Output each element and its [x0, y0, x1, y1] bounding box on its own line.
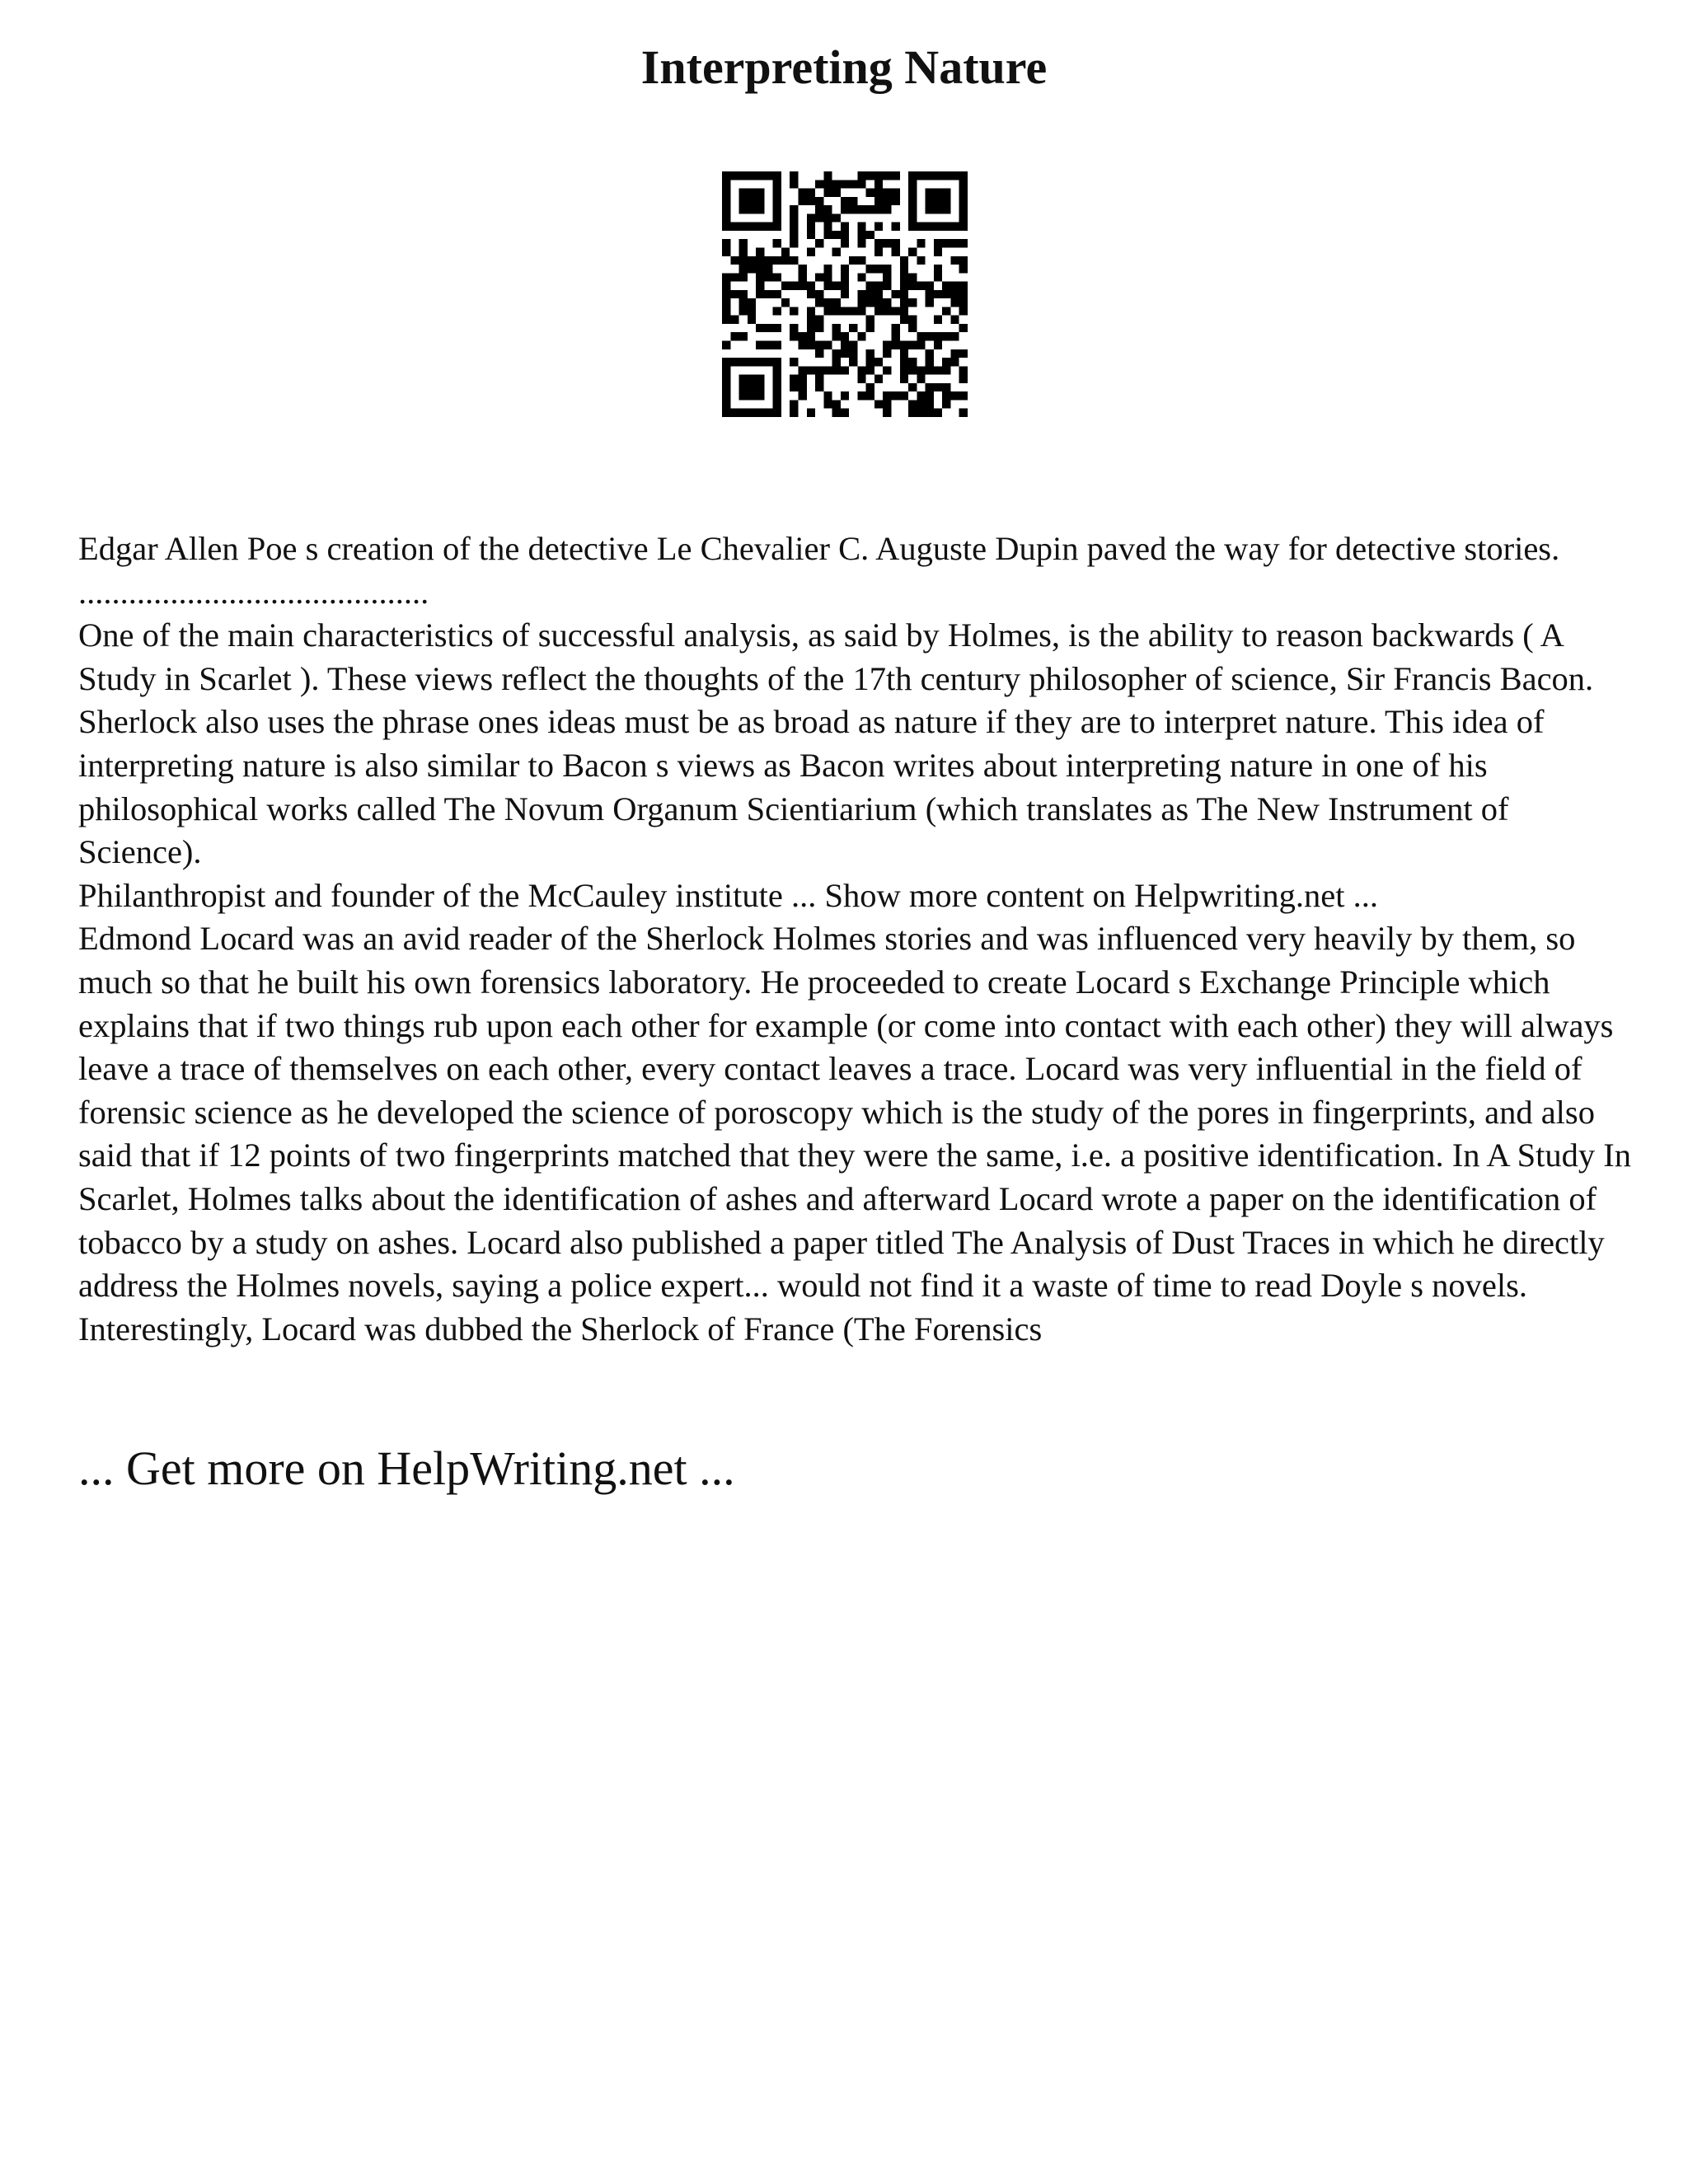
qr-code-icon [722, 171, 968, 417]
article-body [78, 527, 1636, 1351]
get-more-link[interactable]: ... Get more on HelpWriting.net ... [78, 1441, 735, 1495]
paragraph: Edmond Locard was an avid reader of the Sherlock Holmes stories and was influenced very heavily by them, so much so that he built his own forensics laboratory. He proceeded to create Locard s Exchange Principle which explains that if two things rub upon each other for example (or come into contact with each other) they will always leave a trace of themselves on each other, every contact leaves a trace. Locard was very influential in the field of forensic science as he developed the science of poroscopy which is the study of the pores in fingerprints, and also said that if 12 points of two fingerprints matched that they were the same, i.e. a positive identification. In A Study In Scarlet, Holmes talks about the identification of ashes and afterward Locard wrote a paper on the identification of tobacco by a study on ashes. Locard also published a paper titled The Analysis of Dust Traces in which he directly address the Holmes novels, saying a police expert... would not find it a waste of time to read Doyle s novels. Interestingly, Locard was dubbed the Sherlock of France (The Forensics [78, 920, 1631, 1347]
paragraph: Philanthropist and founder of the McCauley institute ... Show more content on Helpwriting.net ... [78, 876, 1378, 914]
paragraph: One of the main characteristics of successful analysis, as said by Holmes, is the ability to reason backwards ( A Study in Scarlet ). These views reflect the thoughts of the 17th century philosopher of science, Sir Francis Bacon. Sherlock also uses the phrase ones ideas must be as broad as nature if they are to interpret nature. This idea of interpreting nature is also similar to Bacon s views as Bacon writes about interpreting nature in one of his philosophical works called The Novum Organum Scientiarium (which translates as The New Instrument of Science). [78, 616, 1594, 871]
paragraph: Edgar Allen Poe s creation of the detective Le Chevalier C. Auguste Dupin paved the way for detective stories. .......................................... [78, 530, 1560, 611]
page-title: Interpreting Nature [640, 40, 1048, 94]
